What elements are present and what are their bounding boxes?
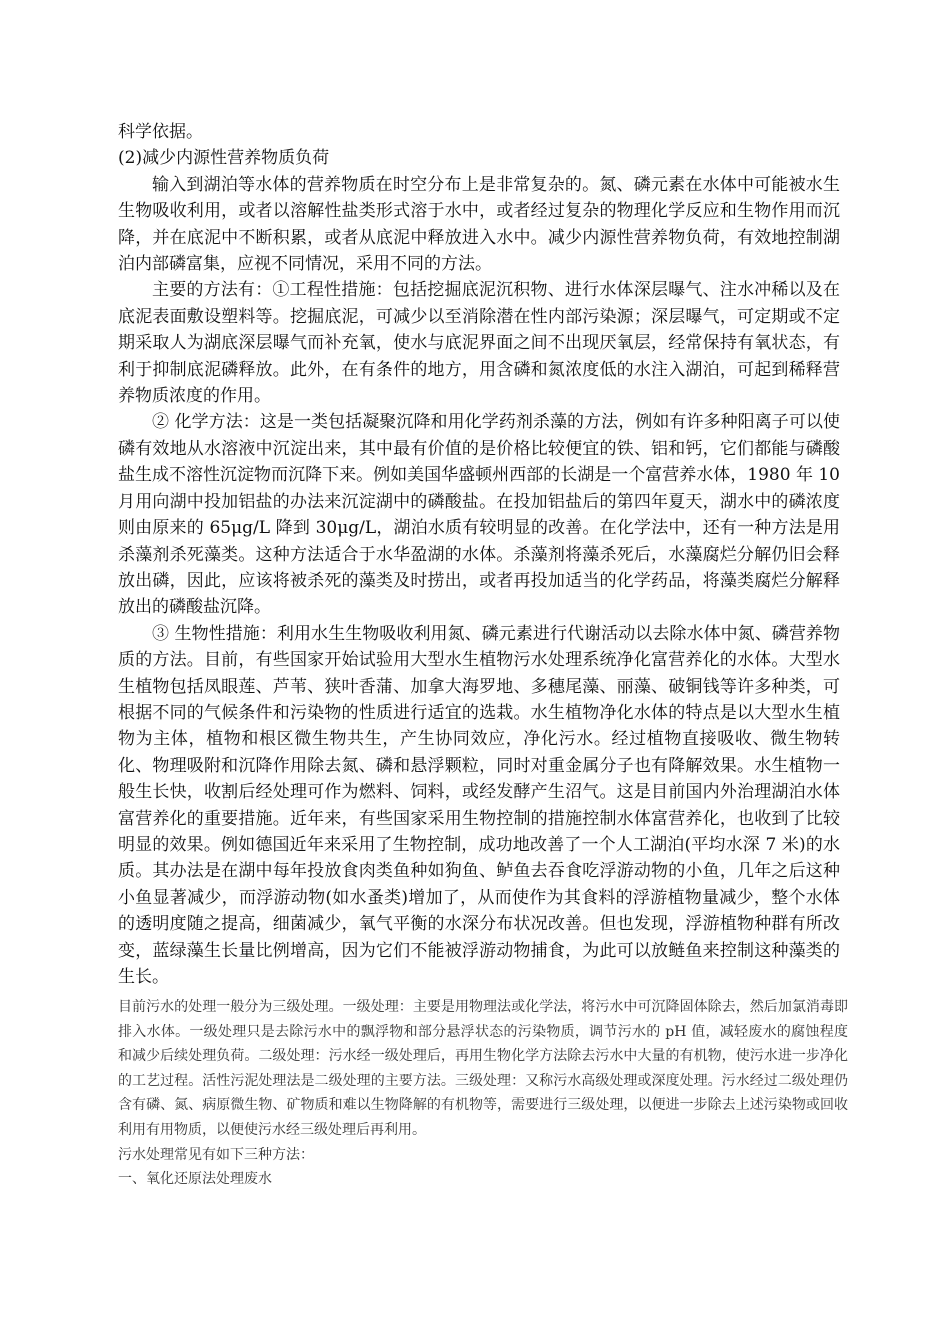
section-heading: (2)减少内源性营养物质负荷 <box>118 148 330 169</box>
methods-intro-line: 污水处理常见有如下三种方法： <box>118 1146 314 1163</box>
lead-line: 科学依据。 <box>118 122 203 142</box>
paragraph-engineering-measures: 主要的方法有：①工程性措施：包括挖掘底泥沉积物、进行水体深层曝气、注水冲稀以及在底泥表面敷设塑料等。挖掘底泥，可减少以至消除潜在性内部污染源；深层曝气，可定期或不定期采取人为湖底深层曝气而补充氧，使水与底泥界面之间不出现厌氧层，经常保持有氧状态，有利于抑制底泥磷释放。此外，在有条件的地方，用含磷和氮浓度低的水注入湖泊，可起到稀释营养物质浓度的作用。 <box>118 280 840 407</box>
paragraph-nutrient-distribution: 输入到湖泊等水体的营养物质在时空分布上是非常复杂的。氮、磷元素在水体中可能被水生生物吸收利用，或者以溶解性盐类形式溶于水中，或者经过复杂的物理化学反应和生物作用而沉降，并在底泥中不断积累，或者从底泥中释放进入水中。减少内源性营养物负荷，有效地控制湖泊内部磷富集，应视不同情况，采用不同的方法。 <box>118 174 840 275</box>
paragraph-treatment-levels: 目前污水的处理一般分为三级处理。一级处理：主要是用物理法或化学法，将污水中可沉降固体除去，然后加氯消毒即排入水体。一级处理只是去除污水中的飘浮物和部分悬浮状态的污染物质，调节污水的 pH 值，减轻废水的腐蚀程度和减少后续处理负荷。二级处理：污水经一级处理后，再用生物化学方法除去污水中大量的有机物，使污水进一步净化的工艺过程。活性污泥处理法是二级处理的主要方法。三级处理：又称污水高级处理或深度处理。污水经过二级处理仍含有磷、氮、病原微生物、矿物质和难以生物降解的有机物等，需要进行三级处理，以便进一步除去上述污染物或回收利用有用物质，以便使污水经三级处理后再利用。 <box>118 999 848 1138</box>
main-body-text <box>118 119 840 990</box>
paragraph-biological-measures: ③ 生物性措施：利用水生生物吸收利用氮、磷元素进行代谢活动以去除水体中氮、磷营养物质的方法。目前，有些国家开始试验用大型水生植物污水处理系统净化富营养化的水体。大型水生植物包括凤眼莲、芦苇、狭叶香蒲、加拿大海罗地、多穗尾藻、丽藻、破铜钱等许多种类，可根据不同的气候条件和污染物的性质进行适宜的选栽。水生植物净化水体的特点是以大型水生植物为主体，植物和根区微生物共生，产生协同效应，净化污水。经过植物直接吸收、微生物转化、物理吸附和沉降作用除去氮、磷和悬浮颗粒，同时对重金属分子也有降解效果。水生植物一般生长快，收割后经处理可作为燃料、饲料，或经发酵产生沼气。这是目前国内外治理湖泊水体富营养化的重要措施。近年来，有些国家采用生物控制的措施控制水体富营养化，也收到了比较明显的效果。例如德国近年来采用了生物控制，成功地改善了一个人工湖泊(平均水深 7 米)的水质。其办法是在湖中每年投放食肉类鱼种如狗鱼、鲈鱼去吞食吃浮游动物的小鱼，几年之后这种小鱼显著减少，而浮游动物(如水蚤类)增加了，从而使作为其食料的浮游植物量减少，整个水体的透明度随之提高，细菌减少，氧气平衡的水深分布状况改善。但也发现，浮游植物种群有所改变，蓝绿藻生长量比例增高，因为它们不能被浮游动物捕食，为此可以放鲢鱼来控制这种藻类的生长。 <box>118 623 840 987</box>
method-one-heading: 一、氧化还原法处理废水 <box>118 1171 272 1188</box>
secondary-body-text <box>118 995 848 1192</box>
paragraph-chemical-methods: ② 化学方法：这是一类包括凝聚沉降和用化学药剂杀藻的方法，例如有许多种阳离子可以使磷有效地从水溶液中沉淀出来，其中最有价值的是价格比较便宜的铁、铝和钙，它们都能与磷酸盐生成不溶性沉淀物而沉降下来。例如美国华盛顿州西部的长湖是一个富营养水体，1980 年 10 月用向湖中投加铝盐的办法来沉淀湖中的磷酸盐。在投加铝盐后的第四年夏天，湖水中的磷浓度则由原来的 65μg/L 降到 30μg/L，湖泊水质有较明显的改善。在化学法中，还有一种方法是用杀藻剂杀死藻类。这种方法适合于水华盈湖的水体。杀藻剂将藻杀死后，水藻腐烂分解仍旧会释放出磷，因此，应该将被杀死的藻类及时捞出，或者再投加适当的化学药品，将藻类腐烂分解释放出的磷酸盐沉降。 <box>118 412 840 618</box>
